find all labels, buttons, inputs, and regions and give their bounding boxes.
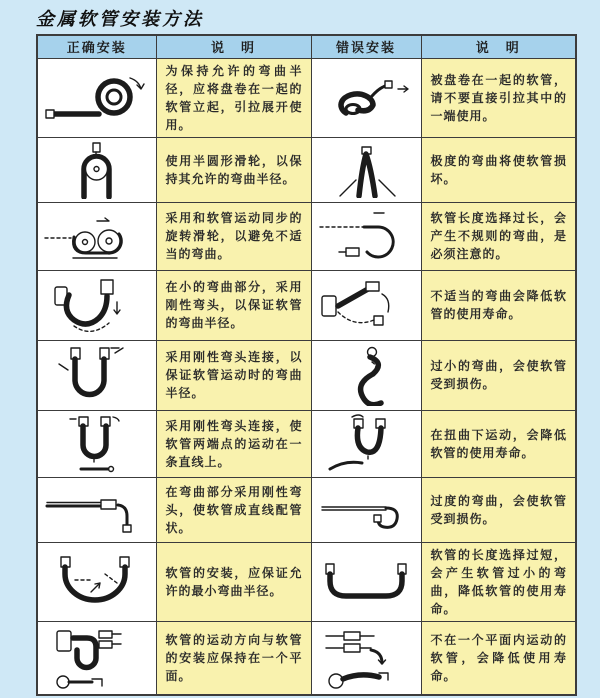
correct-install-figure — [37, 202, 156, 270]
excessive-end-bend-icon — [316, 482, 416, 538]
correct-install-description: 采用刚性弯头连接，使软管两端点的运动在一条直线上。 — [156, 410, 311, 477]
hose-installation-table — [36, 34, 577, 696]
improper-bend-icon — [316, 274, 416, 336]
wrong-install-figure — [311, 58, 421, 137]
correct-install-figure — [37, 410, 156, 477]
wrong-install-figure — [311, 477, 421, 542]
correct-install-description: 采用和软管运动同步的旋转滑轮，以避免不适当的弯曲。 — [156, 202, 311, 270]
header-wrong-install: 错误安装 — [311, 35, 421, 58]
straight-piping-elbow-icon — [41, 482, 153, 538]
page-title: 金属软管安装方法 — [36, 9, 204, 30]
correct-install-description: 采用刚性弯头连接，以保证软管运动时的弯曲半径。 — [156, 340, 311, 410]
u-hose-rigid-elbows-icon — [41, 344, 153, 406]
twisted-u-hose-icon — [316, 414, 416, 474]
too-small-bend-icon — [316, 344, 416, 406]
correct-install-description: 软管的运动方向与软管的安装应保持在一个平面。 — [156, 621, 311, 695]
table-row — [37, 202, 576, 270]
correct-install-figure — [37, 340, 156, 410]
irregular-loop-icon — [316, 207, 416, 265]
correct-install-figure — [37, 542, 156, 621]
correct-install-description: 软管的安装，应保证允许的最小弯曲半径。 — [156, 542, 311, 621]
extreme-fold-icon — [316, 142, 416, 198]
wrong-install-figure — [311, 621, 421, 695]
correct-install-description: 使用半圆形滑轮，以保持其允许的弯曲半径。 — [156, 137, 311, 202]
wrong-install-description: 过度的弯曲，会使软管受到损伤。 — [421, 477, 576, 542]
correct-install-description: 为保持允许的弯曲半径，应将盘卷在一起的软管立起，引拉展开使用。 — [156, 58, 311, 137]
correct-install-figure — [37, 58, 156, 137]
table-row — [37, 477, 576, 542]
out-of-plane-hose-icon — [316, 624, 416, 692]
correct-install-figure — [37, 621, 156, 695]
wrong-install-figure — [311, 542, 421, 621]
in-plane-trap-hose-icon — [41, 624, 153, 692]
correct-install-description: 在小的弯曲部分，采用刚性弯头，以保证软管的弯曲半径。 — [156, 270, 311, 340]
rigid-elbow-small-bend-icon — [41, 274, 153, 336]
header-description-1: 说 明 — [156, 35, 311, 58]
table-row — [37, 137, 576, 202]
header-description-2: 说 明 — [421, 35, 576, 58]
correct-install-figure — [37, 137, 156, 202]
rotating-pulleys-icon — [41, 208, 153, 264]
correct-install-description: 在弯曲部分采用刚性弯头，使软管成直线配管状。 — [156, 477, 311, 542]
wrong-install-figure — [311, 410, 421, 477]
table-row — [37, 58, 576, 137]
wrong-install-description: 被盘卷在一起的软管，请不要直接引拉其中的一端使用。 — [421, 58, 576, 137]
wrong-install-description: 极度的弯曲将使软管损坏。 — [421, 137, 576, 202]
table-row — [37, 410, 576, 477]
wrong-install-figure — [311, 340, 421, 410]
wrong-install-description: 在扭曲下运动，会降低软管的使用寿命。 — [421, 410, 576, 477]
semicircular-pulley-icon — [41, 141, 153, 199]
table-row — [37, 542, 576, 621]
table-header-row — [37, 35, 576, 58]
correct-install-figure — [37, 477, 156, 542]
correct-install-figure — [37, 270, 156, 340]
wrong-install-description: 不在一个平面内运动的软管，会降低使用寿命。 — [421, 621, 576, 695]
wrong-install-figure — [311, 270, 421, 340]
wrong-install-description: 不适当的弯曲会降低软管的使用寿命。 — [421, 270, 576, 340]
minimum-bend-radius-u-icon — [41, 552, 153, 612]
wrong-install-description: 过小的弯曲，会使软管受到损伤。 — [421, 340, 576, 410]
header-correct-install: 正确安装 — [37, 35, 156, 58]
table-row — [37, 270, 576, 340]
wrong-install-description: 软管的长度选择过短，会产生软管过小的弯曲，降低软管的使用寿命。 — [421, 542, 576, 621]
wrong-install-figure — [311, 137, 421, 202]
too-short-hose-icon — [314, 552, 418, 612]
u-hose-straight-line-motion-icon — [41, 414, 153, 474]
table-row — [37, 340, 576, 410]
wrong-install-figure — [311, 202, 421, 270]
table-row — [37, 621, 576, 695]
wrong-install-description: 软管长度选择过长，会产生不规则的弯曲，是必须注意的。 — [421, 202, 576, 270]
coil-pulled-from-end-icon — [316, 69, 416, 127]
coiled-hose-unrolled-icon — [41, 67, 153, 129]
